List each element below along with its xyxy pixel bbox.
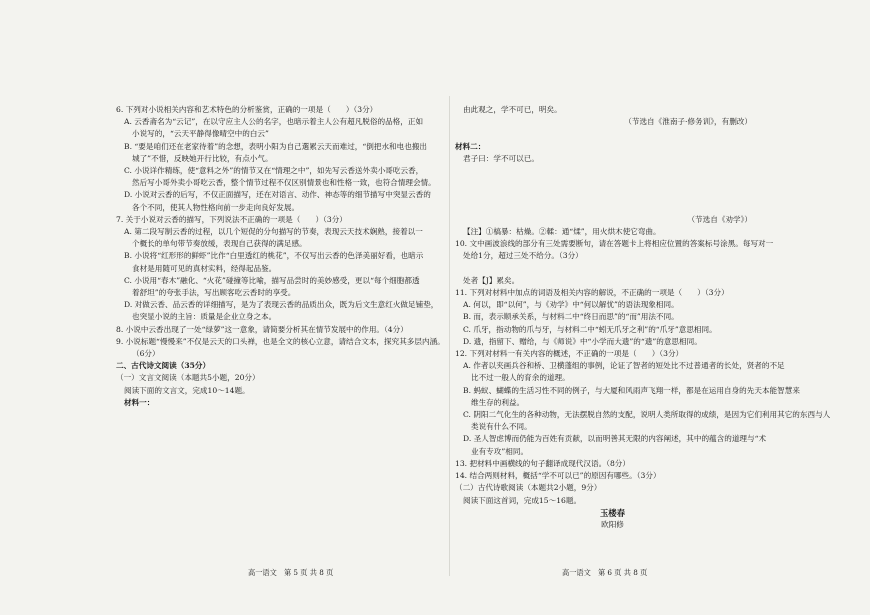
right_page-line: 君子曰：学不可以已。 <box>463 153 539 163</box>
right-page-column <box>455 104 831 531</box>
right_page-line: （节选自《淮南子·修务训》，有删改） <box>624 117 752 127</box>
left_page-line: C. 小说用“春木”融化、“火花”碰撞等比喻，描写品尝时的美妙感受，更以“每个细胞都透 <box>124 275 420 285</box>
poem-author: 欧阳修 <box>601 519 624 529</box>
right_page-line: （二）古代诗歌阅读（本题共2小题，9分） <box>455 483 602 493</box>
right_page-line: 13. 把材料中画横线的句子翻译成现代汉语。（8分） <box>455 458 630 468</box>
right_page-line: 处者【J】累矣。 <box>463 275 520 285</box>
left_page-line: 着舒坦”的夸张手法，写出顾客吃云香时的享受。 <box>132 288 296 298</box>
left_page-line: 然后写小哥外卖小哥吃云香，整个情节过程不仅区别情景也和性格一致，也符合情理会情。 <box>132 178 436 188</box>
left_page-line: 各个不同，使其人物性格向前一步走向良好发展。 <box>132 202 300 212</box>
left-page-column <box>116 104 446 409</box>
right_page-line: C. 爪牙，指动物的爪与牙，与材料二中“蚓无爪牙之利”的“爪牙”意思相同。 <box>463 324 717 334</box>
right_page-line <box>455 128 770 140</box>
right_page-line: 12. 下列对材料一有关内容的概述，不正确的一项是（ ）（3分） <box>455 349 684 359</box>
right_page-line: 11. 下列对材料中加点的词语及相关内容的解说，不正确的一项是（ ）（3分） <box>455 288 729 298</box>
right_page-line <box>455 263 770 275</box>
right_page-line: 维生存的利益。 <box>471 397 525 407</box>
right_page-line: A. 作者以夹画兵谷和桥、卫横蓬组的事例，论证了智者的短处比不过普通者的长处，贤者的不足 <box>463 361 785 371</box>
left_page-line: 也突显小说的主旨：质量是企业立身之本。 <box>132 312 277 322</box>
left_page-line: 8. 小说中云香出现了一处“绿萝”这一意象，请简要分析其在情节发展中的作用。（4分） <box>116 324 408 334</box>
right_page-line: 由此观之，学不可已，明矣。 <box>463 105 562 114</box>
right_page-line: B. 而，表示顺承关系，与材料二中“终日而思”的“而”用法不同。 <box>463 312 679 322</box>
left_page-line: 个概长的单句带节奏放缓，表现自己获得的满足感。 <box>132 239 307 249</box>
left_page-line: （6分） <box>132 349 160 359</box>
left_page-line: （一）文言文阅读（本题共5小题，20分） <box>116 373 260 383</box>
page-fold-divider <box>449 96 450 576</box>
right_page-line: 10. 文中画波浪线的部分有三处需要断句，请在答题卡上将相应位置的答案标号涂黑。每写对一 <box>455 239 774 249</box>
left_page-line: D. 小说对云香的后写，不仅正面描写，还在对语言、动作、神态等的细节描写中突显云香的 <box>124 190 431 200</box>
right_page-line: D. 遗，指留下、赠给，与《师说》中“小学而大遗”的“遗”的意思相同。 <box>463 336 702 346</box>
left_page-line: 7. 关于小说对云香的描写，下列说法不正确的一项是（ ）（3分） <box>116 214 347 224</box>
left_page-line: C. 小说详作精练，使“意料之外”的情节又在“情理之中”，如先写云香送外卖小哥吃云香， <box>124 166 424 176</box>
left_page-line: 二、古代诗文阅读（35分） <box>116 361 211 371</box>
left_page-line: 9. 小说标题“慢慢来”不仅是云天的口头禅，也是全文的核心立意，请结合文本，探究其多层内涵。 <box>116 336 445 346</box>
left_page-line: 材料一： <box>124 397 155 407</box>
right-page-footer: 高一语文 第 6 页 共 8 页 <box>562 568 648 577</box>
right_page-line: B. 蚂蚁、蝴蝶的生活习性不同的例子，与大厦和风雨声飞翔一样，都是在运用自身的先天本能智慧来 <box>463 385 800 395</box>
left_page-line: D. 对做云香、品云香的详细描写，是为了表现云香的品质出众，既为后文生意红火做足铺垫， <box>124 300 439 310</box>
left_page-line: B. “要是咱们还在老家待着”的念想，表明小阳为自己選累云天而难过，“倒把水和电也搬出 <box>124 141 428 151</box>
right_page-line: D. 圣人智虑博而仍能为百姓有贡献，以而明善其无限的内容阐述，其中的蕴含的道理与“术 <box>463 434 767 444</box>
right_page-line: 【注】①槁暴：枯燥。②輮：通“煣”，用火烘木使它弯曲。 <box>463 227 661 237</box>
right_page-line: 业有专攻”相同。 <box>471 446 529 456</box>
left_page-line: 6. 下列对小说相关内容和艺术特色的分析鉴赏，正确的一项是（ ）（3分） <box>116 105 378 114</box>
left_page-line: 食材是用随可见的真材实料，经得起品鉴。 <box>132 263 277 273</box>
right_page-line: 处给1分，超过三处不给分。（3分） <box>463 251 583 261</box>
left_page-line: B. 小说将“红形形的鲜虾”比作“白里透红的桃花”，不仅写出云香的色泽美丽好看，也暗示 <box>124 251 424 261</box>
right_page-line: 类说有什么不同。 <box>471 422 532 432</box>
right_page-line: 比不过一般人的育余的道理。 <box>471 373 570 383</box>
right_page-line: 材料二： <box>455 141 486 151</box>
left_page-line: A. 第二段写制云香的过程，以几个短促的分句描写的节奏，表现云天技术娴熟，接着以一 <box>124 227 423 237</box>
right_page-line <box>455 177 770 189</box>
poem-title: 玉楼春 <box>599 507 626 518</box>
right_page-line: 14. 结合两则材料，概括“学不可以已”的原因有哪些。（3分） <box>455 471 661 481</box>
right_page-line: C. 阴阳二气化生的各种动物，无法摆脱自然的支配，说明人类所取得的成绩，是因为它们利用其它的东西与人 <box>463 410 831 420</box>
left_page-line: 阅读下面的文言文，完成10～14题。 <box>124 385 250 395</box>
left_page-line: 小说写的，“云天平静得像晴空中的白云” <box>132 129 269 139</box>
right_page-line <box>455 202 770 214</box>
right_page-line: 阅读下面这首词，完成15～16题。 <box>463 495 582 505</box>
right_page-line: （节选自《劝学》） <box>687 214 752 224</box>
right_page-line <box>455 189 770 201</box>
right_page-line: A. 何以，即“以何”，与《劝学》中“何以解忧”的语法现象相同。 <box>463 300 679 310</box>
left-page-footer: 高一语文 第 5 页 共 8 页 <box>248 568 334 577</box>
right_page-line <box>455 165 770 177</box>
left_page-line: 城了”不惜，反映她开行比较，有点小气。 <box>132 153 273 163</box>
left_page-line: A. 云香斋名为“云记”，在以守应主人公的名字，也暗示着主人公有超凡脱俗的品格，正如 <box>124 117 424 127</box>
